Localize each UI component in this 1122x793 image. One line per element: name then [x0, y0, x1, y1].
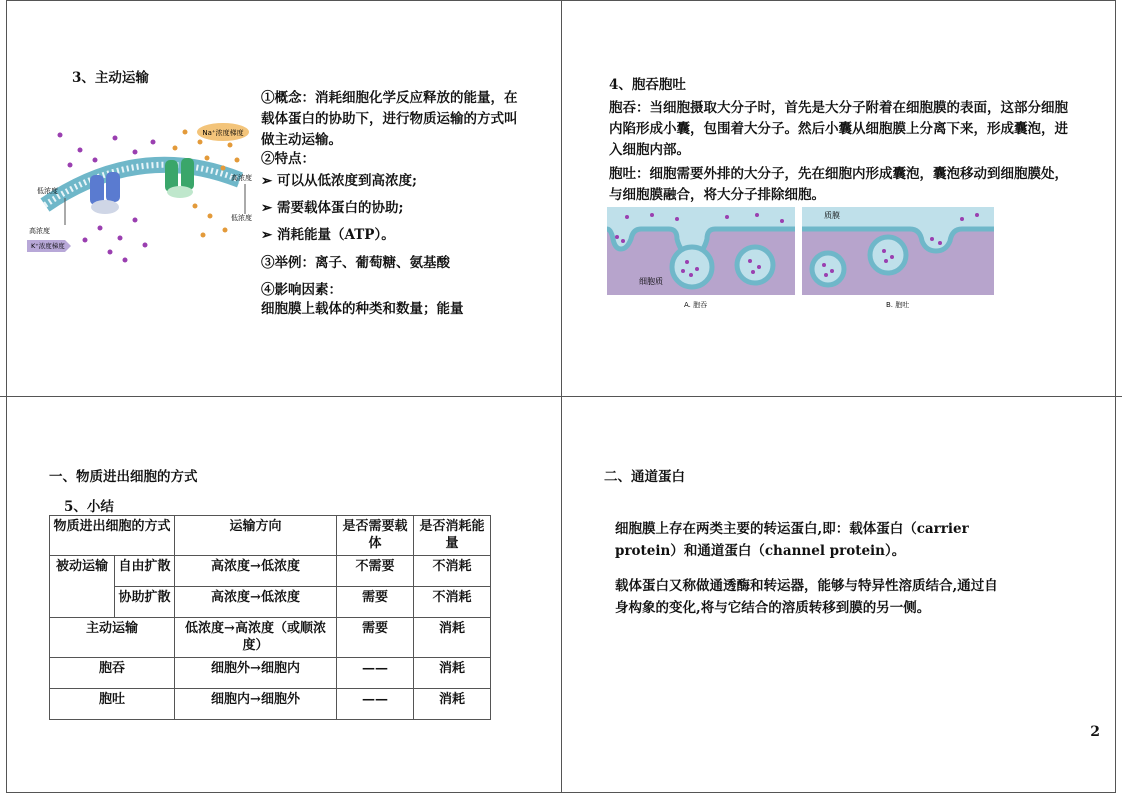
examples-text: ③举例：离子、葡萄糖、氨基酸: [261, 255, 450, 271]
table-cell: 主动运输: [50, 618, 175, 658]
concept-text: ①概念：消耗细胞化学反应释放的能量，在载体蛋白的协助下，进行物质运输的方式叫做主动运输。: [261, 90, 518, 148]
table-cell: 消耗: [414, 689, 491, 720]
table-cell: 低浓度→高浓度（或顺浓度）: [175, 618, 337, 658]
table-header: 是否消耗能量: [414, 516, 491, 556]
table-row: [50, 587, 491, 618]
table-cell: 胞吞: [50, 658, 175, 689]
channel-para-2: 载体蛋白又称做通透酶和转运器，能够与特异性溶质结合,通过自身构象的变化,将与它结合的溶质转移到膜的另一侧。: [615, 578, 998, 616]
summary-table: [49, 515, 491, 720]
caption-endocytosis: A. 胞吞: [684, 301, 708, 309]
table-cell: 不消耗: [414, 556, 491, 587]
features-title: ②特点：: [261, 151, 315, 167]
feature-item: 消耗能量（ATP）。: [277, 227, 395, 243]
svg-text:Na⁺浓度梯度: Na⁺浓度梯度: [202, 129, 244, 137]
feature-item: 需要载体蛋白的协助;: [277, 200, 404, 216]
svg-text:质膜: 质膜: [824, 211, 840, 220]
table-cell: 高浓度→低浓度: [175, 556, 337, 587]
table-row: [50, 658, 491, 689]
factors-title: ④影响因素：: [261, 282, 342, 298]
table-cell: ——: [337, 689, 414, 720]
table-header: 物质进出细胞的方式: [50, 516, 175, 556]
table-cell: 不消耗: [414, 587, 491, 618]
table-cell: 自由扩散: [115, 556, 175, 587]
table-cell: 需要: [337, 618, 414, 658]
table-cell: 高浓度→低浓度: [175, 587, 337, 618]
svg-text:低浓度: 低浓度: [37, 187, 58, 195]
table-cell: 胞吐: [50, 689, 175, 720]
table-cell: 不需要: [337, 556, 414, 587]
channel-para-1: 细胞膜上存在两类主要的转运蛋白,即：载体蛋白（carrier protein）和通道蛋白（channel protein）。: [615, 521, 969, 559]
slide3-subtitle: 5、小结: [64, 499, 114, 515]
table-cell: 消耗: [414, 658, 491, 689]
svg-text:细胞质: 细胞质: [639, 277, 663, 286]
slide4-title: 二、通道蛋白: [604, 469, 685, 485]
caption-exocytosis: B. 胞吐: [886, 301, 910, 309]
slide3-title: 一、物质进出细胞的方式: [49, 469, 198, 485]
active-transport-diagram: [25, 120, 260, 265]
table-header: 是否需要载体: [337, 516, 414, 556]
table-header: 运输方向: [175, 516, 337, 556]
page-number: 2: [1090, 724, 1100, 740]
exocytosis-text: 胞吐：细胞需要外排的大分子，先在细胞内形成囊泡，囊泡移动到细胞膜处，与细胞膜融合，将大分子排除细胞。: [609, 166, 1068, 203]
svg-text:高浓度: 高浓度: [231, 174, 252, 182]
table-row: [50, 689, 491, 720]
table-cell: 需要: [337, 587, 414, 618]
factors-text: 细胞膜上载体的种类和数量；能量: [261, 301, 464, 317]
endocytosis-text: 胞吞：当细胞摄取大分子时，首先是大分子附着在细胞膜的表面，这部分细胞内陷形成小囊，包围着大分子。然后小囊从细胞膜上分离下来，形成囊泡，进入细胞内部。: [609, 100, 1068, 158]
table-cell: 消耗: [414, 618, 491, 658]
table-cell: 细胞内→细胞外: [175, 689, 337, 720]
table-row: [50, 618, 491, 658]
slide1-heading: 3、主动运输: [72, 70, 149, 86]
table-cell: 细胞外→细胞内: [175, 658, 337, 689]
endocytosis-figure: [607, 207, 795, 295]
table-cell: 协助扩散: [115, 587, 175, 618]
passive-transport-cell: 被动运输: [50, 556, 115, 618]
feature-item: 可以从低浓度到高浓度;: [277, 173, 417, 189]
table-row: [50, 556, 491, 587]
features-list: ➢ 可以从低浓度到高浓度; ➢ 需要载体蛋白的协助; ➢ 消耗能量（ATP）。: [261, 173, 417, 243]
svg-text:低浓度: 低浓度: [231, 214, 252, 222]
slide2-heading: 4、胞吞胞吐: [609, 77, 686, 93]
svg-text:高浓度: 高浓度: [29, 227, 50, 235]
svg-text:K⁺浓度梯度: K⁺浓度梯度: [31, 242, 65, 250]
table-cell: ——: [337, 658, 414, 689]
exocytosis-figure: [802, 207, 994, 295]
